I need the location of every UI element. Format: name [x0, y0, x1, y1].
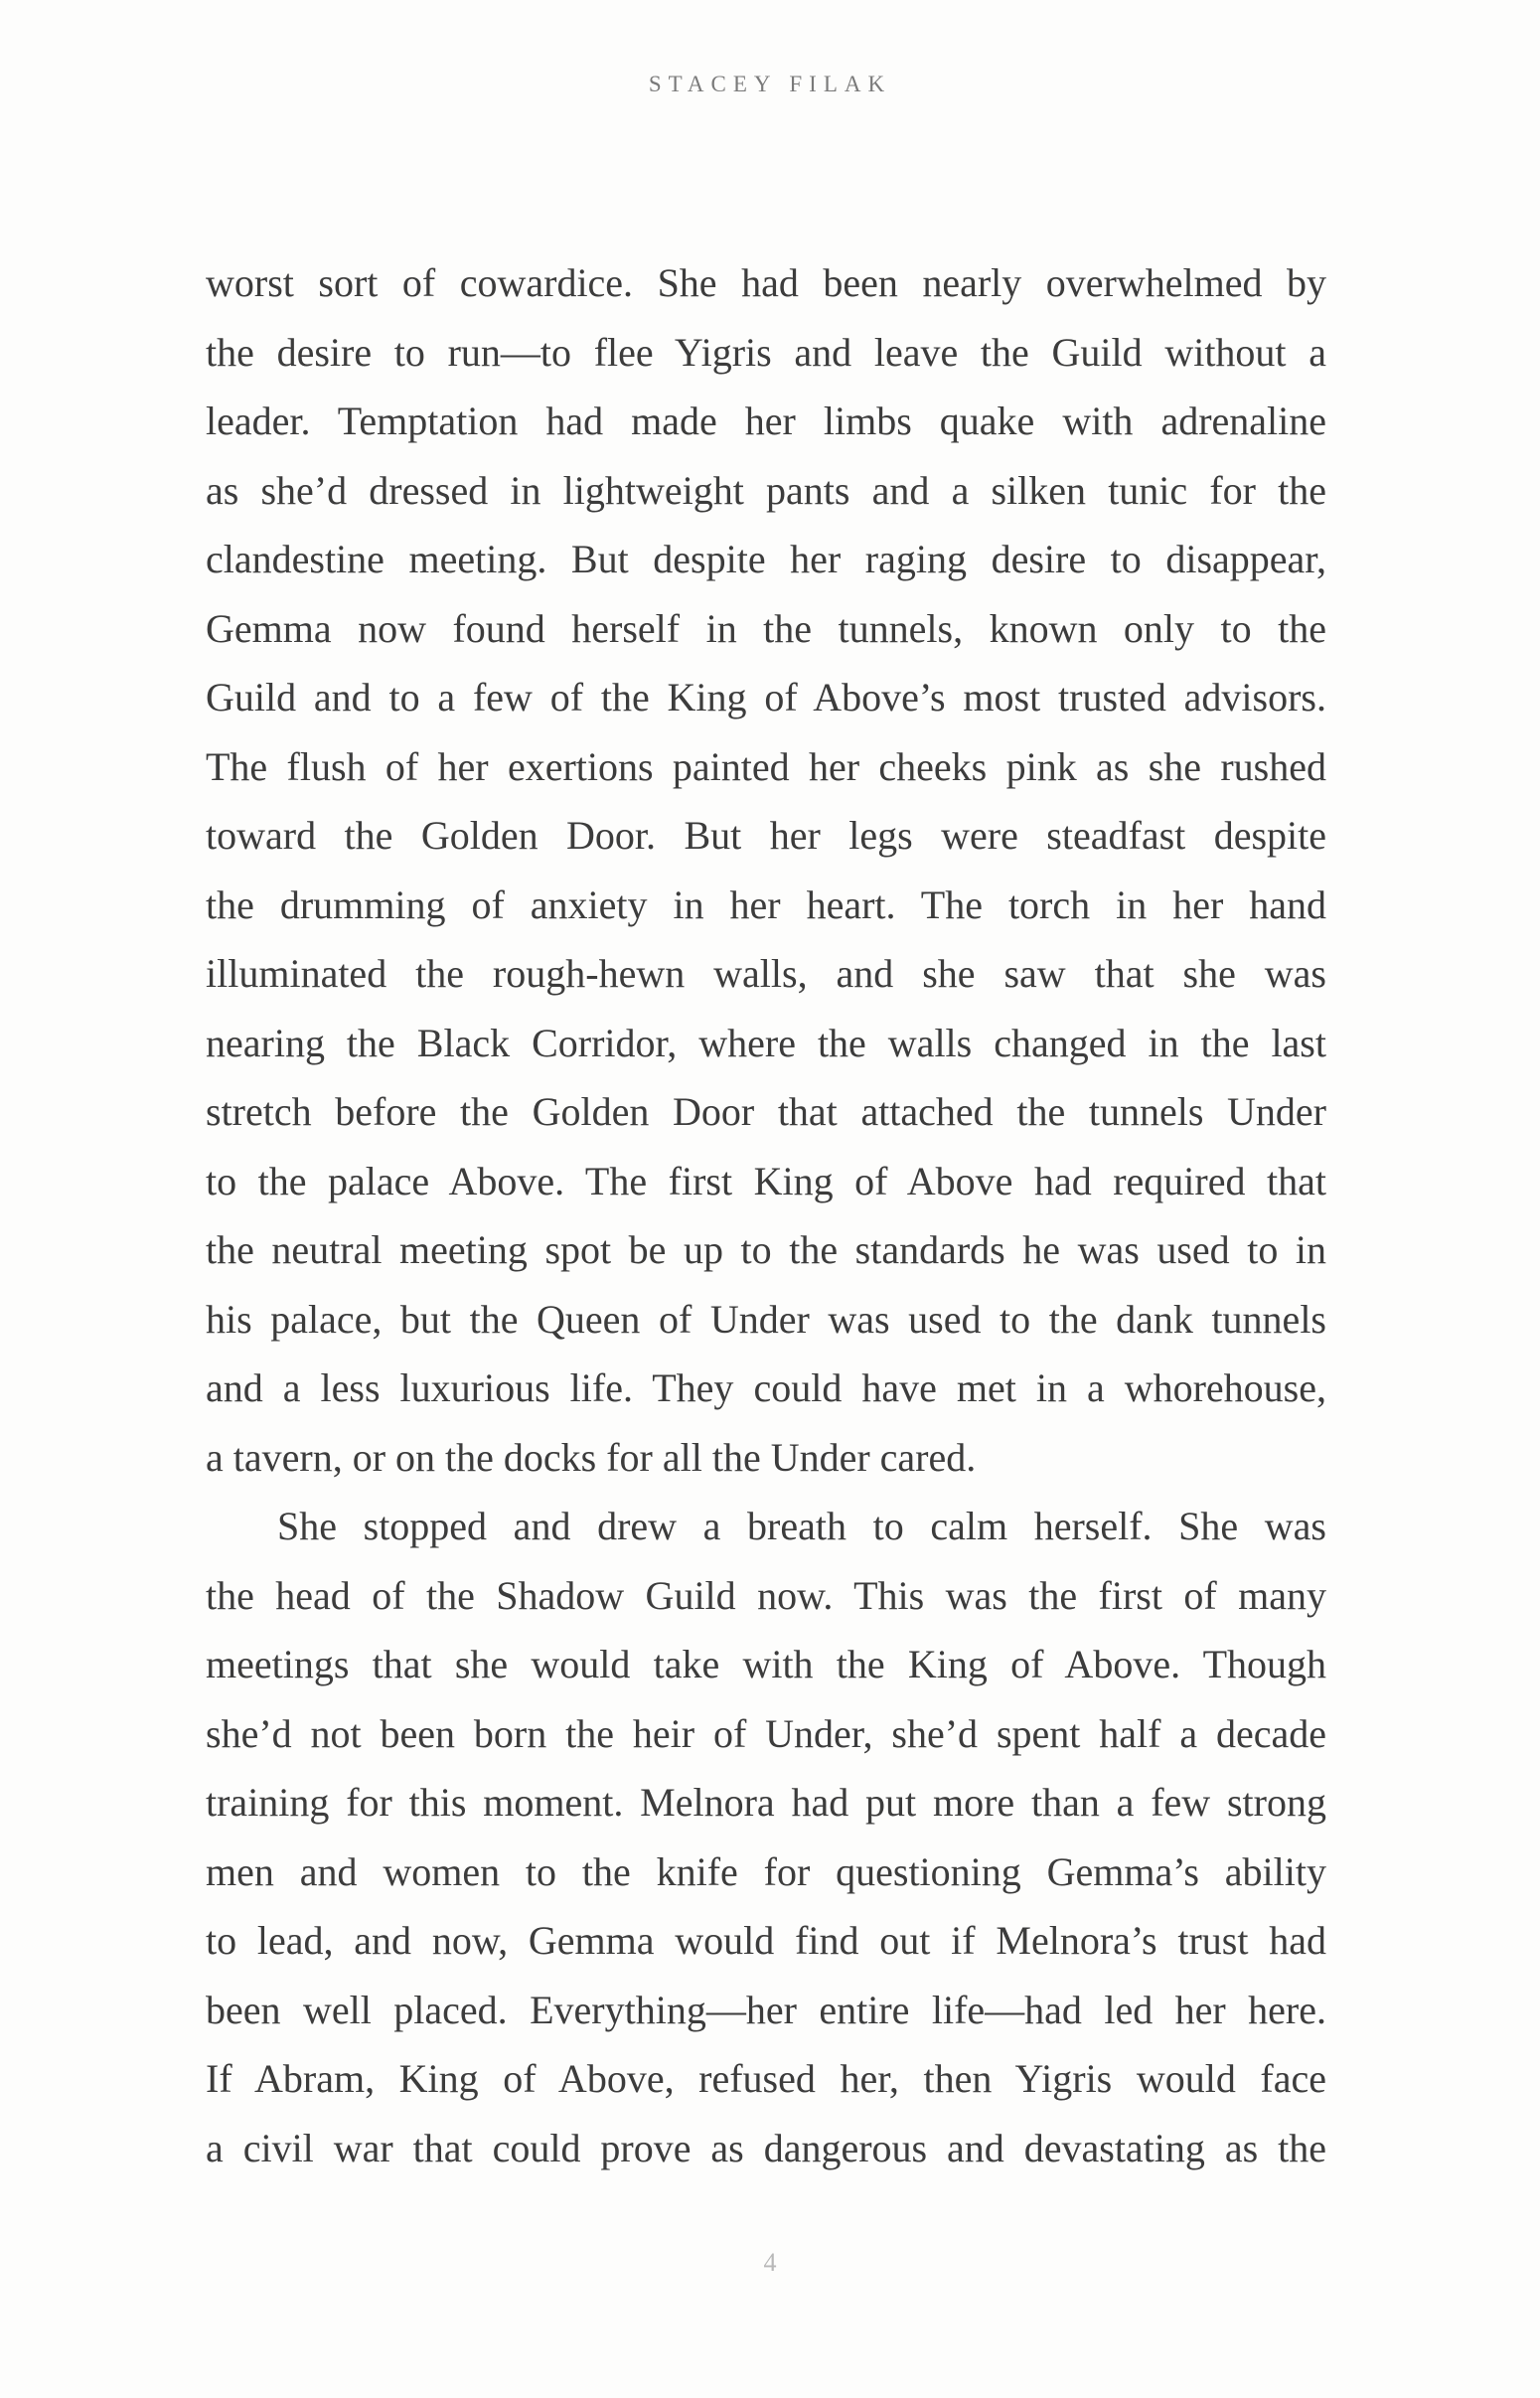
text-line: been well placed. Everything—her entire life—had led her here. [206, 1987, 1326, 2032]
paragraph-2 [206, 1492, 1326, 2182]
body-text [206, 248, 1326, 2182]
text-line: a civil war that could prove as dangerous and devastating as the [206, 2125, 1326, 2170]
text-line: the drumming of anxiety in her heart. The torch in her hand [206, 881, 1326, 927]
text-line: clandestine meeting. But despite her raging desire to disappear, [206, 537, 1326, 581]
text-line: If Abram, King of Above, refused her, then Yigris would face [206, 2056, 1326, 2101]
text-line: and a less luxurious life. They could have met in a whorehouse, [206, 1365, 1326, 1410]
page-number: 4 [763, 2248, 777, 2277]
text-line: meetings that she would take with the King of Above. Though [206, 1642, 1326, 1686]
text-line: to the palace Above. The first King of Above had required that [206, 1158, 1326, 1203]
text-line: The flush of her exertions painted her cheeks pink as she rushed [206, 743, 1326, 789]
text-line: to lead, and now, Gemma would find out if Melnora’s trust had [206, 1918, 1326, 1963]
text-line: men and women to the knife for questioning Gemma’s ability [206, 1848, 1326, 1894]
text-line: Guild and to a few of the King of Above’s most trusted advisors. [206, 675, 1326, 719]
text-line: leader. Temptation had made her limbs quake with adrenaline [206, 399, 1326, 443]
text-line: his palace, but the Queen of Under was used to the dank tunnels [206, 1296, 1326, 1342]
text-line: worst sort of cowardice. She had been nearly overwhelmed by [206, 260, 1326, 305]
text-line: training for this moment. Melnora had put more than a few strong [206, 1780, 1326, 1825]
text-line: She stopped and drew a breath to calm herself. She was [277, 1504, 1326, 1548]
text-line: as she’d dressed in lightweight pants and a silken tunic for the [206, 467, 1326, 513]
text-line: toward the Golden Door. But her legs were steadfast despite [206, 813, 1326, 858]
text-line: the head of the Shadow Guild now. This was the first of many [206, 1572, 1326, 1618]
text-line: the neutral meeting spot be up to the standards he was used to in [206, 1227, 1326, 1272]
text-line: she’d not been born the heir of Under, she’d spent half a decade [206, 1710, 1326, 1756]
running-head: STACEY FILAK [648, 72, 892, 96]
paragraph-1 [206, 248, 1326, 1492]
text-line: a tavern, or on the docks for all the Under cared. [206, 1434, 977, 1480]
text-line: Gemma now found herself in the tunnels, known only to the [206, 605, 1326, 651]
text-line: illuminated the rough-hewn walls, and she saw that she was [206, 951, 1326, 996]
text-line: stretch before the Golden Door that attached the tunnels Under [206, 1089, 1326, 1134]
text-line: nearing the Black Corridor, where the walls changed in the last [206, 1020, 1326, 1065]
text-line: the desire to run—to flee Yigris and leave the Guild without a [206, 329, 1326, 375]
